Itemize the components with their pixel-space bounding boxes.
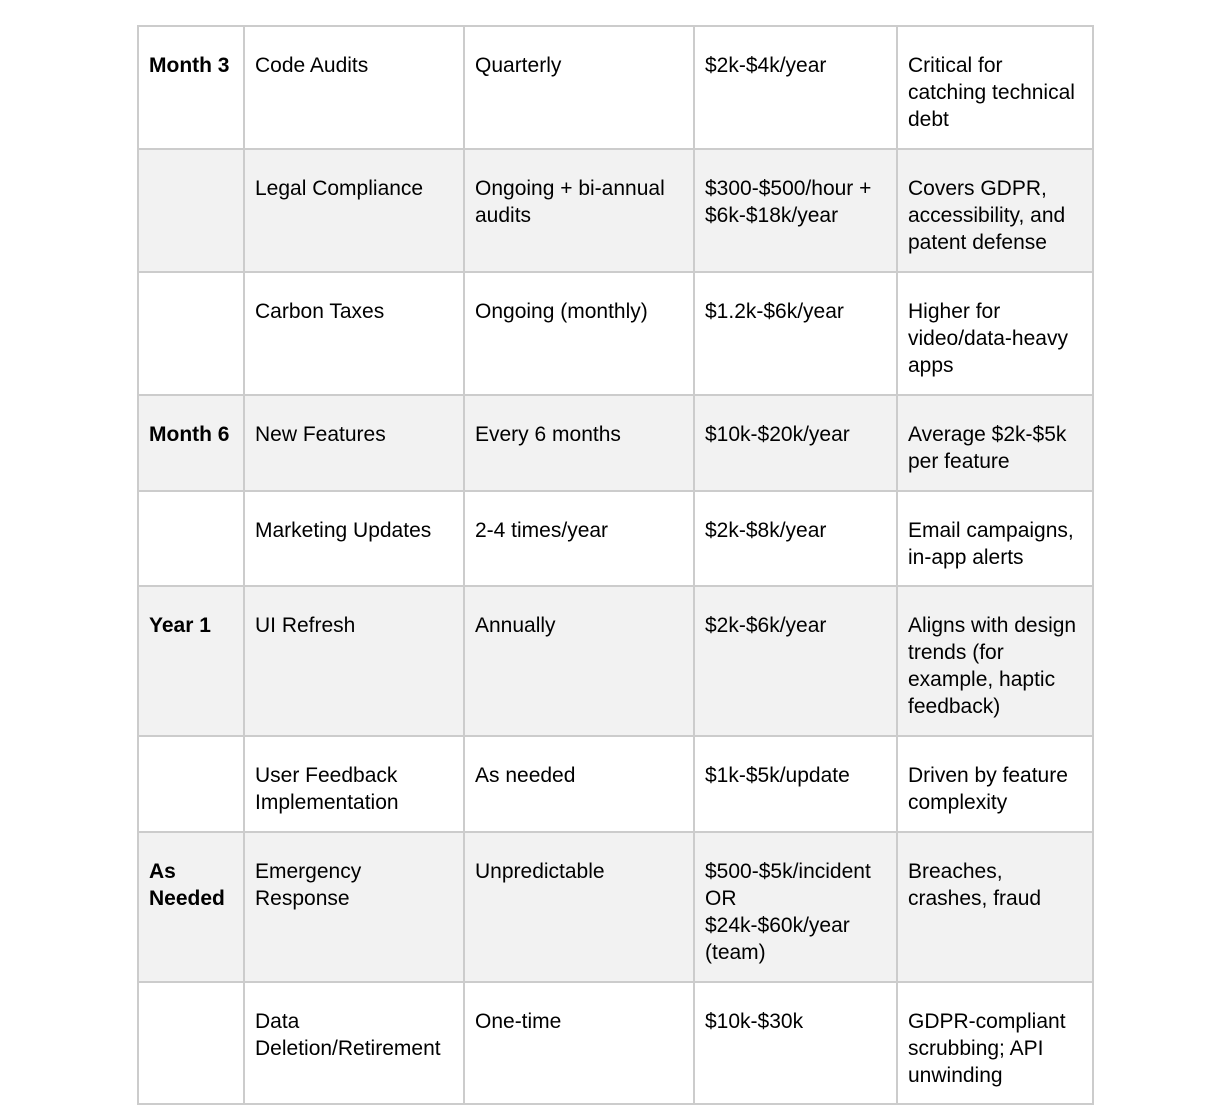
cost-cell: $1k-$5k/update: [694, 736, 897, 832]
table-row: [138, 982, 1093, 1104]
task-cell: User Feedback Implementation: [244, 736, 464, 832]
phase-cell: As Needed: [138, 832, 244, 982]
cost-cell: $300-$500/hour + $6k-$18k/year: [694, 149, 897, 272]
notes-cell: Higher for video/data-heavy apps: [897, 272, 1093, 395]
task-cell: Data Deletion/Retirement: [244, 982, 464, 1104]
frequency-cell: Unpredictable: [464, 832, 694, 982]
table-row: [138, 395, 1093, 491]
cost-cell: $10k-$20k/year: [694, 395, 897, 491]
frequency-cell: Ongoing (monthly): [464, 272, 694, 395]
notes-cell: Aligns with design trends (for example, haptic feedback): [897, 586, 1093, 736]
phase-cell: [138, 149, 244, 272]
phase-cell: [138, 491, 244, 586]
cost-cell: $500-$5k/incident OR $24k-$60k/year (team): [694, 832, 897, 982]
frequency-cell: Annually: [464, 586, 694, 736]
cost-cell: $2k-$6k/year: [694, 586, 897, 736]
phase-cell: [138, 982, 244, 1104]
maintenance-cost-table: [137, 25, 1094, 1105]
frequency-cell: One-time: [464, 982, 694, 1104]
frequency-cell: Quarterly: [464, 26, 694, 149]
task-cell: Emergency Response: [244, 832, 464, 982]
cost-cell: $2k-$8k/year: [694, 491, 897, 586]
task-cell: Code Audits: [244, 26, 464, 149]
frequency-cell: As needed: [464, 736, 694, 832]
table-row: [138, 149, 1093, 272]
frequency-cell: 2-4 times/year: [464, 491, 694, 586]
phase-cell: Month 6: [138, 395, 244, 491]
notes-cell: Critical for catching technical debt: [897, 26, 1093, 149]
table-row: [138, 736, 1093, 832]
phase-cell: Year 1: [138, 586, 244, 736]
cost-cell: $1.2k-$6k/year: [694, 272, 897, 395]
cost-cell: $10k-$30k: [694, 982, 897, 1104]
notes-cell: GDPR-compliant scrubbing; API unwinding: [897, 982, 1093, 1104]
table-row: [138, 26, 1093, 149]
phase-cell: Month 3: [138, 26, 244, 149]
phase-cell: [138, 272, 244, 395]
notes-cell: Covers GDPR, accessibility, and patent defense: [897, 149, 1093, 272]
table-row: [138, 491, 1093, 586]
task-cell: New Features: [244, 395, 464, 491]
notes-cell: Breaches, crashes, fraud: [897, 832, 1093, 982]
table-row: [138, 272, 1093, 395]
task-cell: Legal Compliance: [244, 149, 464, 272]
task-cell: UI Refresh: [244, 586, 464, 736]
table-row: [138, 586, 1093, 736]
notes-cell: Average $2k-$5k per feature: [897, 395, 1093, 491]
frequency-cell: Every 6 months: [464, 395, 694, 491]
phase-cell: [138, 736, 244, 832]
task-cell: Carbon Taxes: [244, 272, 464, 395]
notes-cell: Email campaigns, in-app alerts: [897, 491, 1093, 586]
task-cell: Marketing Updates: [244, 491, 464, 586]
table-row: [138, 832, 1093, 982]
cost-cell: $2k-$4k/year: [694, 26, 897, 149]
frequency-cell: Ongoing + bi-annual audits: [464, 149, 694, 272]
notes-cell: Driven by feature complexity: [897, 736, 1093, 832]
